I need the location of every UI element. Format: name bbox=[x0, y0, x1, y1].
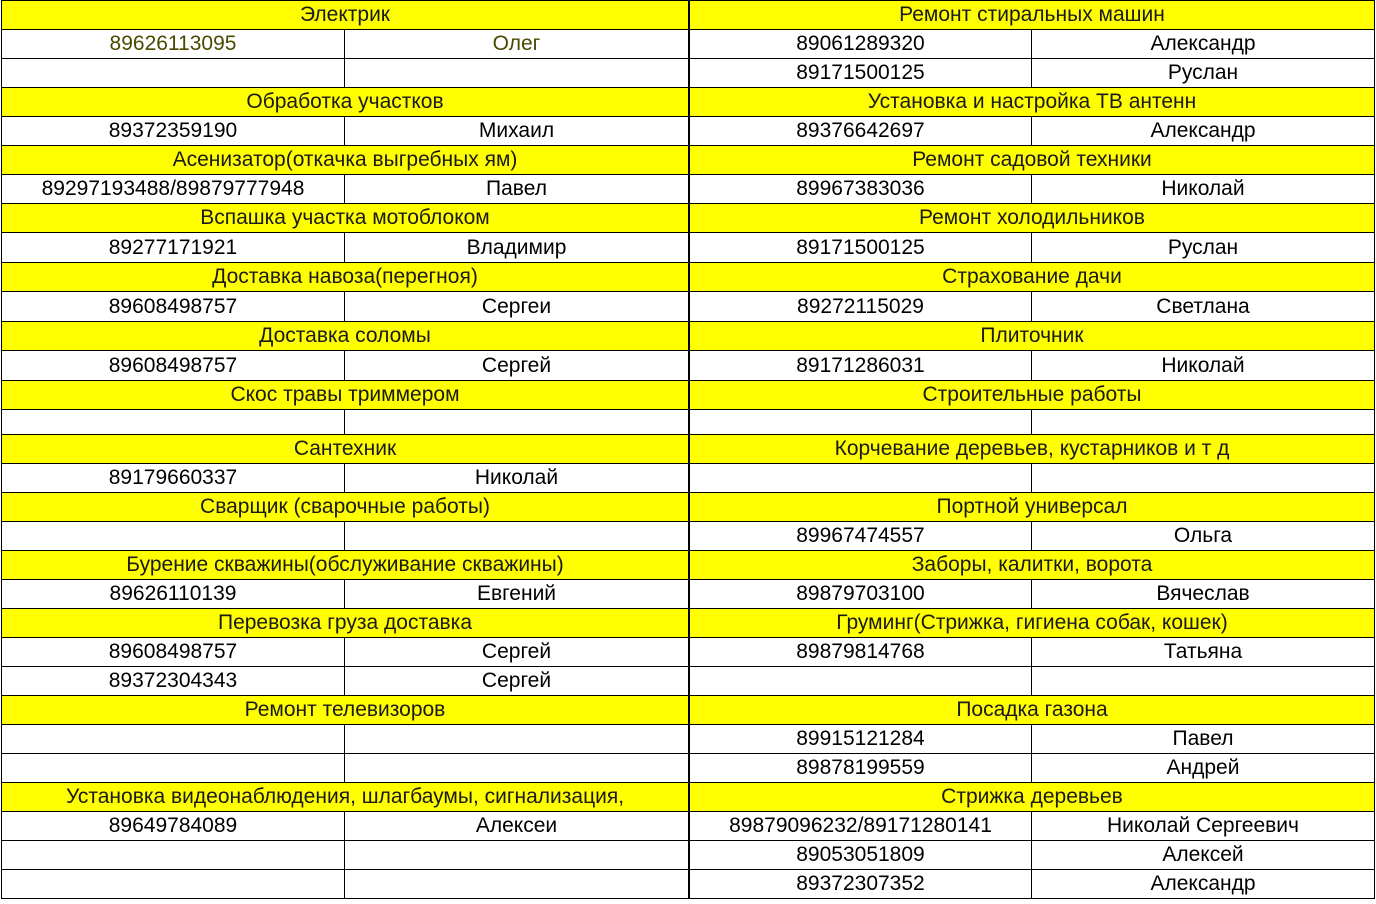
category-title: Асенизатор(откачка выгребных ям) bbox=[172, 148, 518, 171]
contact-name: Николай bbox=[1161, 177, 1245, 200]
phone-cell[interactable] bbox=[690, 351, 1032, 380]
contact-row bbox=[689, 59, 1375, 88]
name-cell[interactable] bbox=[345, 464, 688, 492]
category-title: Заборы, калитки, ворота bbox=[911, 553, 1153, 576]
contact-row bbox=[689, 812, 1375, 841]
category-title: Страхование дачи bbox=[942, 265, 1122, 288]
category-header bbox=[1, 146, 689, 175]
contact-row bbox=[1, 522, 689, 551]
name-cell[interactable] bbox=[345, 870, 688, 898]
phone-cell[interactable] bbox=[2, 522, 345, 550]
category-header bbox=[689, 204, 1375, 233]
name-cell[interactable] bbox=[1032, 638, 1374, 666]
category-header bbox=[689, 146, 1375, 175]
phone-cell[interactable] bbox=[690, 59, 1032, 87]
contact-row bbox=[689, 522, 1375, 551]
phone-number: 89376642697 bbox=[796, 119, 925, 142]
contact-name: Александр bbox=[1150, 32, 1256, 55]
category-title: Строительные работы bbox=[922, 383, 1142, 406]
category-header bbox=[1, 696, 689, 725]
category-title: Корчевание деревьев, кустарников и т д bbox=[834, 437, 1230, 460]
name-cell[interactable] bbox=[345, 410, 688, 434]
phone-number: 89372359190 bbox=[108, 119, 238, 142]
contact-row bbox=[689, 754, 1375, 783]
phone-cell[interactable] bbox=[2, 410, 345, 434]
phone-cell[interactable] bbox=[690, 410, 1032, 434]
category-title: Ремонт садовой техники bbox=[912, 148, 1152, 171]
name-cell[interactable] bbox=[1032, 410, 1374, 434]
category-header bbox=[689, 783, 1375, 812]
phone-cell[interactable] bbox=[2, 464, 345, 492]
contact-row bbox=[689, 580, 1375, 609]
phone-cell[interactable] bbox=[690, 464, 1032, 492]
phone-number: 89171286031 bbox=[796, 353, 925, 377]
contact-name: Владимир bbox=[466, 235, 567, 259]
phone-number: 89915121284 bbox=[796, 727, 925, 750]
name-cell[interactable] bbox=[345, 841, 688, 869]
contact-row bbox=[689, 292, 1375, 322]
name-cell[interactable] bbox=[345, 754, 688, 782]
contact-row bbox=[1, 667, 689, 696]
contact-name: Олег bbox=[492, 32, 541, 55]
contact-row bbox=[1, 638, 689, 667]
contact-row bbox=[1, 351, 689, 381]
phone-number: 89878199559 bbox=[796, 756, 925, 779]
category-header bbox=[689, 551, 1375, 580]
phone-number: 89608498757 bbox=[108, 640, 238, 663]
contact-name: Николай Сергеевич bbox=[1107, 814, 1299, 837]
contact-row bbox=[1, 30, 689, 59]
category-header bbox=[1, 493, 689, 522]
phone-number: 89297193488/89879777948 bbox=[41, 177, 305, 200]
phone-cell[interactable] bbox=[690, 292, 1032, 321]
contact-name: Александр bbox=[1150, 119, 1256, 142]
category-header bbox=[689, 263, 1375, 292]
phone-cell[interactable] bbox=[2, 175, 345, 203]
category-header bbox=[689, 322, 1375, 351]
phone-number: 89879814768 bbox=[796, 640, 925, 663]
phone-cell[interactable] bbox=[690, 667, 1032, 695]
category-header bbox=[689, 696, 1375, 725]
contact-name: Сергей bbox=[481, 353, 552, 377]
category-header bbox=[1, 435, 689, 464]
contact-row bbox=[689, 725, 1375, 754]
contact-name: Сергей bbox=[481, 640, 552, 663]
name-cell[interactable] bbox=[1032, 870, 1374, 898]
category-title: Доставка соломы bbox=[259, 324, 431, 347]
phone-number: 89372304343 bbox=[108, 669, 238, 692]
phone-cell[interactable] bbox=[690, 117, 1032, 145]
phone-cell[interactable] bbox=[690, 870, 1032, 898]
category-title: Ремонт телевизоров bbox=[244, 698, 446, 721]
phone-number: 89179660337 bbox=[108, 466, 238, 489]
category-title: Портной универсал bbox=[936, 495, 1128, 518]
right-column bbox=[689, 0, 1375, 899]
category-header bbox=[689, 0, 1375, 30]
name-cell[interactable] bbox=[345, 351, 688, 380]
contact-row bbox=[1, 410, 689, 435]
phone-number: 89272115029 bbox=[797, 294, 924, 318]
phone-number: 89277171921 bbox=[108, 235, 238, 259]
phone-cell[interactable] bbox=[690, 30, 1032, 58]
phone-cell[interactable] bbox=[690, 522, 1032, 550]
category-title: Вспашка участка мотоблоком bbox=[200, 206, 490, 229]
contact-row bbox=[689, 117, 1375, 146]
contact-name: Светлана bbox=[1156, 294, 1250, 318]
category-title: Электрик bbox=[300, 3, 390, 26]
contact-row bbox=[1, 580, 689, 609]
phone-cell[interactable] bbox=[690, 175, 1032, 203]
phone-number: 89879703100 bbox=[796, 582, 925, 605]
name-cell[interactable] bbox=[1032, 667, 1374, 695]
name-cell[interactable] bbox=[1032, 351, 1374, 380]
phone-cell[interactable] bbox=[690, 725, 1032, 753]
phone-number: 89649784089 bbox=[108, 814, 238, 837]
phone-cell[interactable] bbox=[690, 754, 1032, 782]
name-cell[interactable] bbox=[345, 233, 688, 262]
contact-name: Сергей bbox=[481, 669, 552, 692]
contact-row bbox=[1, 870, 689, 899]
name-cell[interactable] bbox=[345, 175, 688, 203]
category-header bbox=[1, 381, 689, 410]
name-cell[interactable] bbox=[1032, 725, 1374, 753]
category-header bbox=[689, 609, 1375, 638]
contact-name: Александр bbox=[1150, 872, 1256, 895]
name-cell[interactable] bbox=[345, 638, 688, 666]
category-header bbox=[1, 322, 689, 351]
phone-cell[interactable] bbox=[690, 638, 1032, 666]
name-cell[interactable] bbox=[1032, 292, 1374, 321]
name-cell[interactable] bbox=[345, 812, 688, 840]
category-title: Скос травы триммером bbox=[230, 383, 460, 406]
category-title: Установка и настройка ТВ антенн bbox=[867, 90, 1197, 113]
phone-cell[interactable] bbox=[2, 30, 345, 58]
contact-name: Алексеи bbox=[475, 814, 558, 837]
contact-row bbox=[1, 59, 689, 88]
contact-name: Руслан bbox=[1167, 61, 1239, 84]
phone-cell[interactable] bbox=[2, 117, 345, 145]
category-title: Перевозка груза доставка bbox=[217, 611, 472, 634]
contact-name: Павел bbox=[486, 177, 547, 200]
contact-row bbox=[689, 870, 1375, 899]
name-cell[interactable] bbox=[345, 667, 688, 695]
contact-name: Руслан bbox=[1167, 235, 1239, 259]
name-cell[interactable] bbox=[345, 580, 688, 608]
contact-row bbox=[689, 30, 1375, 59]
phone-cell[interactable] bbox=[690, 812, 1032, 840]
phone-cell[interactable] bbox=[690, 841, 1032, 869]
contact-name: Евгений bbox=[476, 582, 557, 605]
phone-cell[interactable] bbox=[2, 638, 345, 666]
category-header bbox=[689, 381, 1375, 410]
category-header bbox=[689, 435, 1375, 464]
phone-cell[interactable] bbox=[2, 870, 345, 898]
contact-name: Михаил bbox=[478, 119, 555, 142]
phone-number: 89171500125 bbox=[796, 61, 925, 84]
name-cell[interactable] bbox=[1032, 464, 1374, 492]
phone-cell[interactable] bbox=[690, 580, 1032, 608]
contact-name: Сергеи bbox=[481, 294, 552, 318]
contact-name: Ольга bbox=[1173, 524, 1233, 547]
contact-name: Алексей bbox=[1162, 843, 1244, 866]
category-title: Установка видеонаблюдения, шлагбаумы, сигнализация, bbox=[65, 785, 625, 808]
name-cell[interactable] bbox=[345, 59, 688, 87]
name-cell[interactable] bbox=[345, 522, 688, 550]
name-cell[interactable] bbox=[345, 117, 688, 145]
contact-name: Николай bbox=[1161, 353, 1245, 377]
contact-row bbox=[1, 725, 689, 754]
category-title: Сварщик (сварочные работы) bbox=[200, 495, 490, 518]
phone-number: 89372307352 bbox=[796, 872, 925, 895]
category-header bbox=[689, 493, 1375, 522]
contact-name: Андрей bbox=[1166, 756, 1240, 779]
contact-name: Татьяна bbox=[1163, 640, 1243, 663]
phone-cell[interactable] bbox=[2, 667, 345, 695]
phone-number: 89626113095 bbox=[109, 32, 237, 55]
name-cell[interactable] bbox=[1032, 580, 1374, 608]
left-column bbox=[1, 0, 689, 899]
category-header bbox=[1, 783, 689, 812]
name-cell[interactable] bbox=[1032, 175, 1374, 203]
name-cell[interactable] bbox=[1032, 841, 1374, 869]
category-header bbox=[1, 609, 689, 638]
category-header bbox=[1, 0, 689, 30]
category-header bbox=[1, 551, 689, 580]
phone-cell[interactable] bbox=[690, 233, 1032, 262]
phone-number: 89879096232/89171280141 bbox=[729, 814, 992, 837]
contact-name: Павел bbox=[1172, 727, 1234, 750]
category-title: Бурение скважины(обслуживание скважины) bbox=[126, 553, 564, 576]
phone-number: 89053051809 bbox=[796, 843, 925, 866]
contact-row bbox=[1, 292, 689, 322]
name-cell[interactable] bbox=[1032, 117, 1374, 145]
phone-cell[interactable] bbox=[2, 580, 345, 608]
phone-cell[interactable] bbox=[2, 351, 345, 380]
category-header bbox=[689, 88, 1375, 117]
phone-cell[interactable] bbox=[2, 59, 345, 87]
contact-row bbox=[689, 351, 1375, 381]
phone-number: 89171500125 bbox=[796, 235, 925, 259]
contact-name: Вячеслав bbox=[1156, 582, 1250, 605]
phone-number: 89061289320 bbox=[796, 32, 925, 55]
phone-cell[interactable] bbox=[2, 292, 345, 321]
contact-row bbox=[1, 233, 689, 263]
contact-row bbox=[689, 638, 1375, 667]
contact-row bbox=[1, 841, 689, 870]
contact-name: Николай bbox=[474, 466, 559, 489]
phone-cell[interactable] bbox=[2, 754, 345, 782]
category-title: Ремонт холодильников bbox=[919, 206, 1145, 229]
phone-cell[interactable] bbox=[2, 812, 345, 840]
category-title: Ремонт стиральных машин bbox=[899, 3, 1165, 26]
name-cell[interactable] bbox=[345, 30, 688, 58]
category-header bbox=[1, 88, 689, 117]
name-cell[interactable] bbox=[345, 292, 688, 321]
category-header bbox=[1, 263, 689, 292]
category-header bbox=[1, 204, 689, 233]
contact-row bbox=[689, 175, 1375, 204]
contact-row bbox=[689, 410, 1375, 435]
phone-number: 89608498757 bbox=[108, 353, 238, 377]
phone-number: 89967474557 bbox=[796, 524, 925, 547]
category-title: Доставка навоза(перегноя) bbox=[212, 265, 478, 288]
contact-row bbox=[1, 117, 689, 146]
phone-cell[interactable] bbox=[2, 841, 345, 869]
name-cell[interactable] bbox=[1032, 522, 1374, 550]
name-cell[interactable] bbox=[1032, 30, 1374, 58]
contact-row bbox=[1, 175, 689, 204]
contact-row bbox=[1, 812, 689, 841]
name-cell[interactable] bbox=[1032, 233, 1374, 262]
category-title: Груминг(Стрижка, гигиена собак, кошек) bbox=[836, 611, 1228, 634]
phone-number: 89967383036 bbox=[796, 177, 925, 200]
phone-cell[interactable] bbox=[2, 233, 345, 262]
contact-row bbox=[1, 464, 689, 493]
category-title: Обработка участков bbox=[246, 90, 444, 113]
category-title: Стрижка деревьев bbox=[941, 785, 1123, 808]
category-title: Сантехник bbox=[293, 437, 397, 460]
contact-row bbox=[1, 754, 689, 783]
contact-row bbox=[689, 464, 1375, 493]
category-title: Плиточник bbox=[980, 324, 1084, 347]
name-cell[interactable] bbox=[345, 725, 688, 753]
name-cell[interactable] bbox=[1032, 754, 1374, 782]
name-cell[interactable] bbox=[1032, 59, 1374, 87]
category-title: Посадка газона bbox=[956, 698, 1108, 721]
contact-row bbox=[689, 233, 1375, 263]
phone-cell[interactable] bbox=[2, 725, 345, 753]
contact-row bbox=[689, 667, 1375, 696]
phone-number: 89626110139 bbox=[109, 582, 237, 605]
name-cell[interactable] bbox=[1032, 812, 1374, 840]
contact-row bbox=[689, 841, 1375, 870]
phone-number: 89608498757 bbox=[108, 294, 238, 318]
